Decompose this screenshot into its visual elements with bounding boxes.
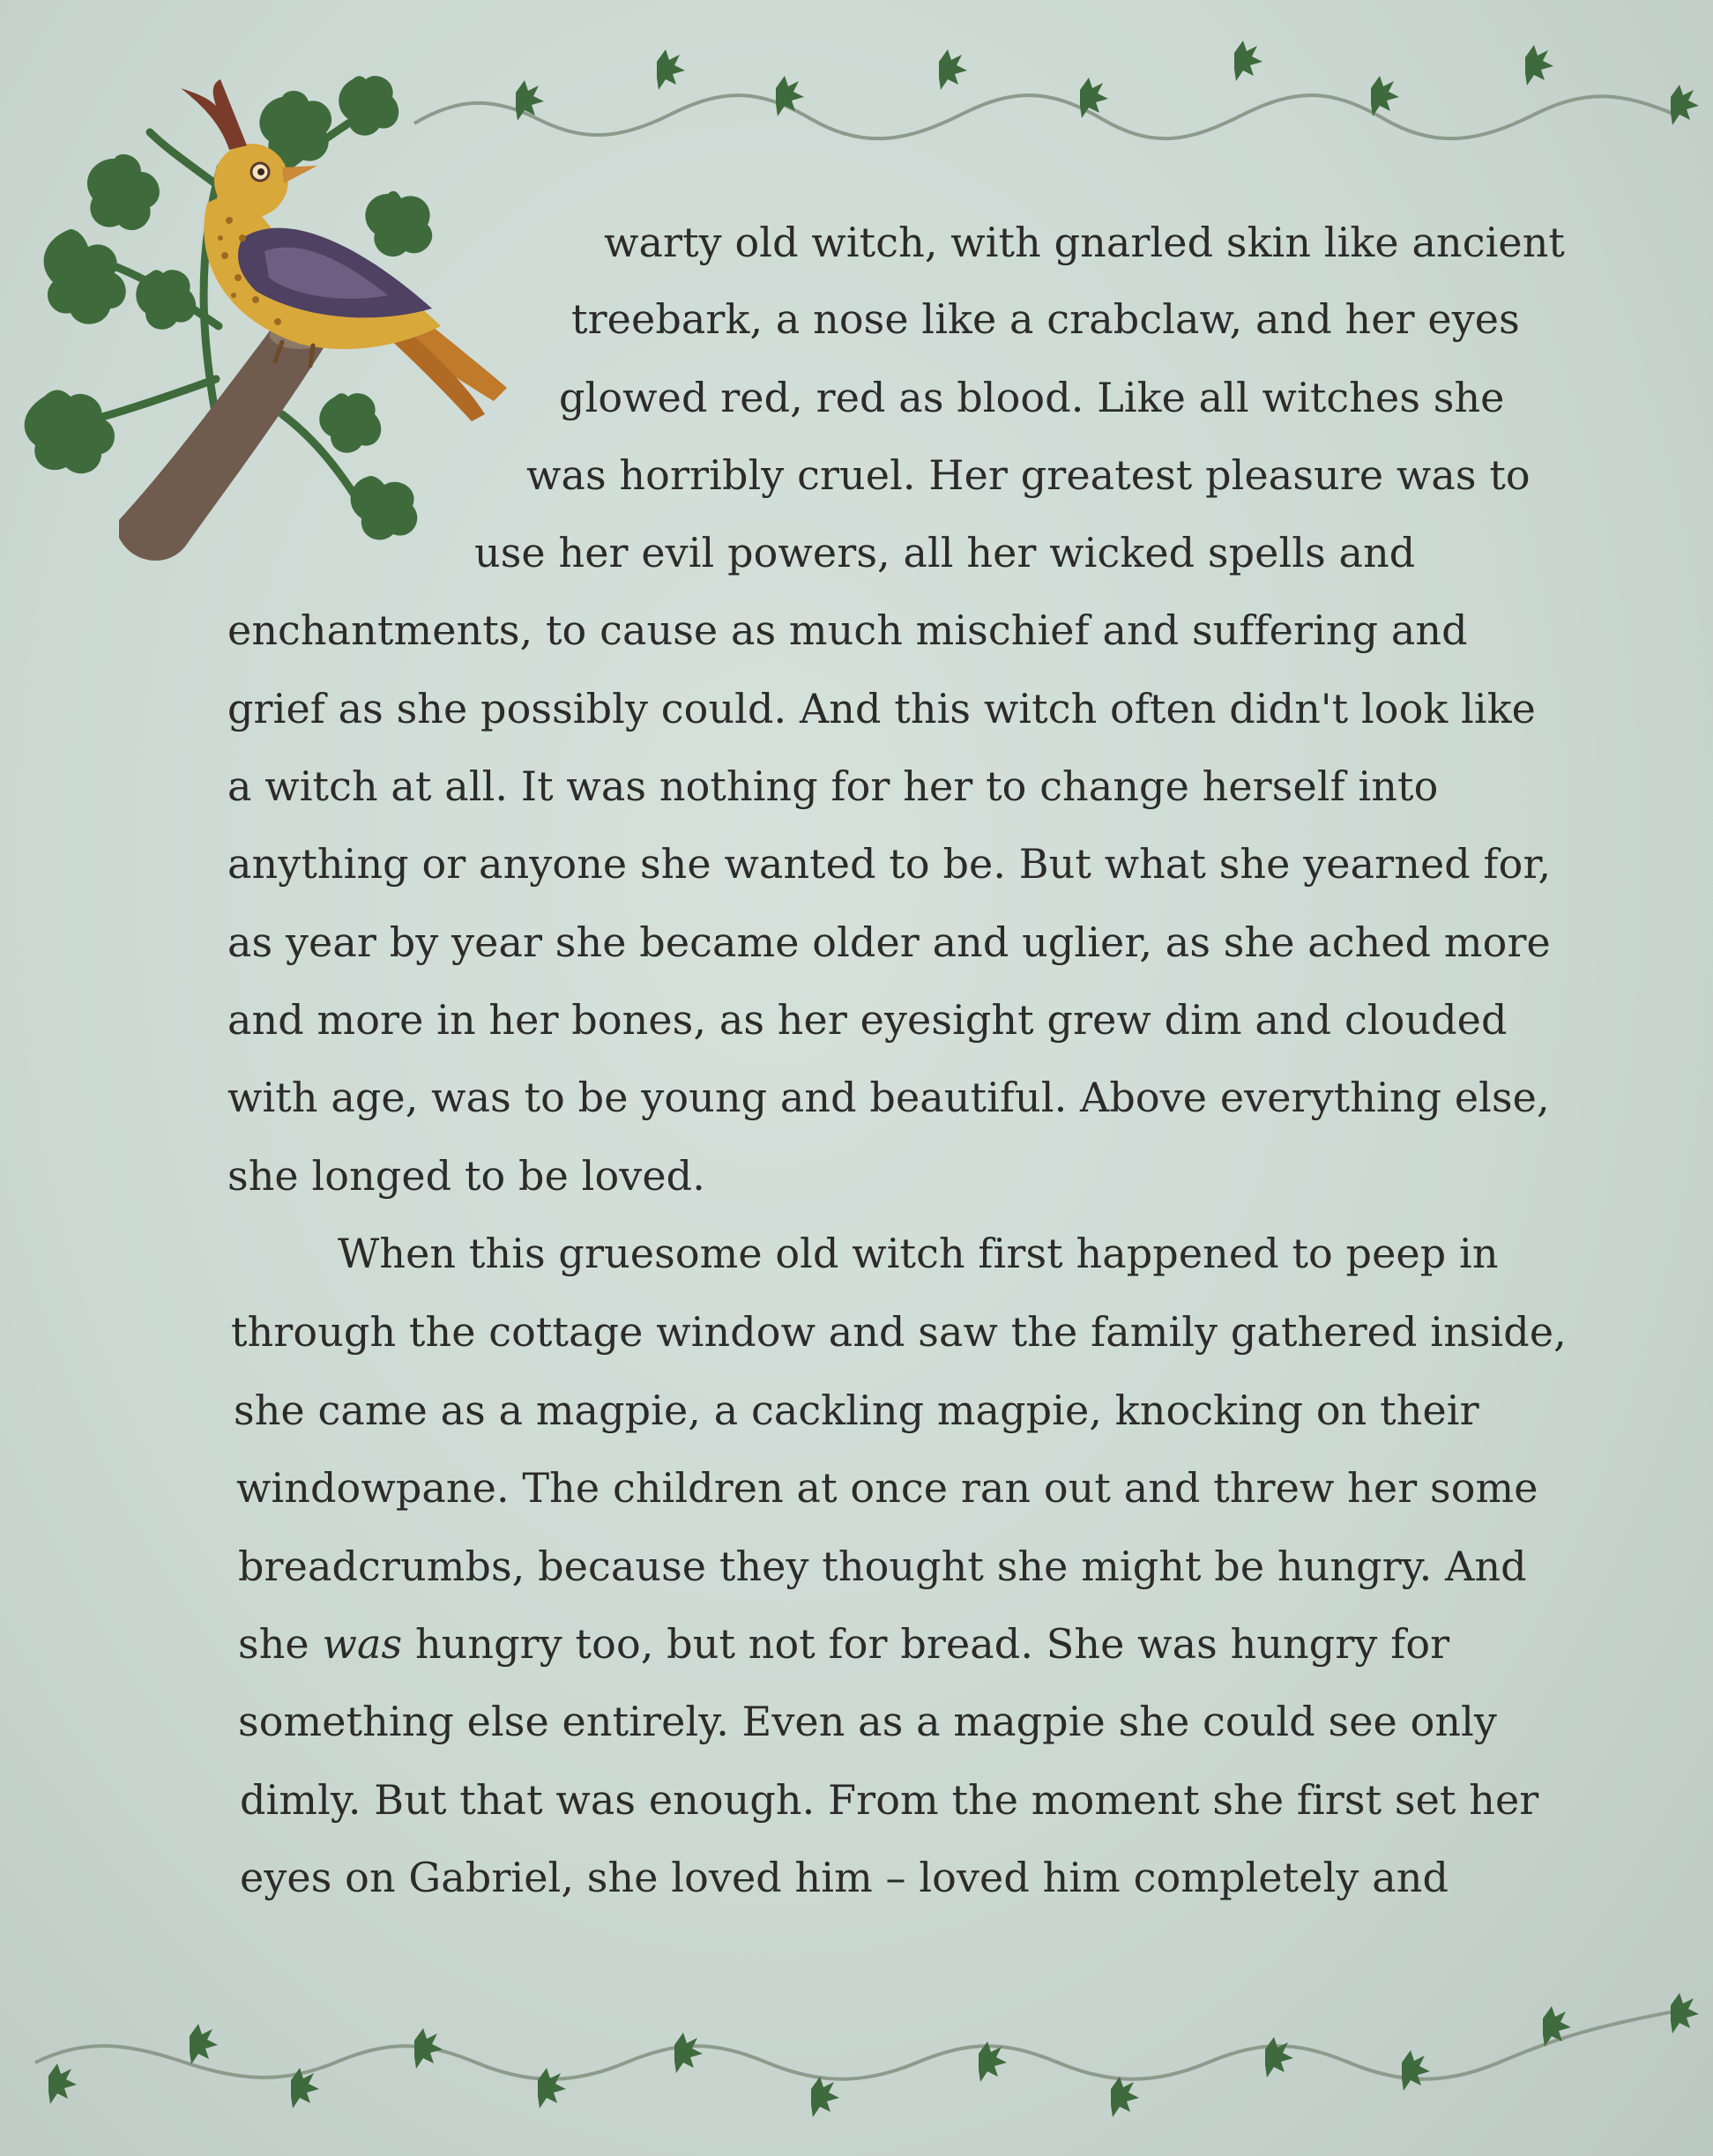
text-line-13: she longed to be loved. — [227, 1152, 705, 1200]
top-vine-stem — [414, 95, 1675, 138]
text-line-7: grief as she possibly could. And this witch often didn't look like — [227, 685, 1536, 732]
oak-leaf — [319, 393, 381, 453]
text-line-8: a witch at all. It was nothing for her to change herself into — [227, 762, 1439, 810]
oak-leaf — [87, 154, 160, 230]
vine-leaf — [1234, 41, 1262, 81]
vine-leaf — [1265, 2037, 1293, 2078]
text-line-14: When this gruesome old witch first happened to peep in — [338, 1230, 1499, 1277]
text-line-17: windowpane. The children at once ran out and threw her some — [236, 1464, 1538, 1512]
oak-leaf — [25, 390, 115, 474]
vine-leaf — [1525, 45, 1553, 85]
vine-leaf — [1671, 1993, 1699, 2033]
text-line-18: breadcrumbs, because they thought she might be hungry. And — [238, 1543, 1527, 1590]
text-line-20: something else entirely. Even as a magpie she could see only — [238, 1698, 1498, 1745]
vine-leaf — [1080, 78, 1108, 118]
text-line-3: glowed red, red as blood. Like all witches she — [559, 374, 1505, 421]
italic-was: was — [322, 1620, 403, 1668]
text-line-19 — [238, 1620, 1450, 1668]
vine-leaf — [414, 2028, 443, 2069]
text-line-12: with age, was to be young and beautiful. Above everything else, — [227, 1074, 1550, 1121]
bottom-vine-stem — [35, 2010, 1684, 2079]
bottom-vine-border — [0, 1992, 1713, 2133]
text-line-16: she came as a magpie, a cackling magpie, knocking on their — [234, 1387, 1479, 1434]
text-line-9: anything or anyone she wanted to be. But what she yearned for, — [227, 840, 1552, 888]
text-line-11: and more in her bones, as her eyesight grew dim and clouded — [227, 996, 1508, 1044]
bird-crest — [181, 79, 247, 150]
vine-leaf — [657, 49, 685, 90]
oak-leaf — [44, 229, 126, 324]
tree-branch — [119, 326, 326, 561]
text-line-10: as year by year she became older and uglier, as she ached more — [227, 918, 1551, 966]
vine-leaf — [811, 2077, 839, 2117]
text-line-19-prefix: she — [238, 1620, 323, 1668]
vine-leaf — [939, 49, 967, 90]
bird-beak — [282, 166, 317, 183]
text-line-21: dimly. But that was enough. From the moment she first set her — [240, 1776, 1539, 1824]
text-line-2: treebark, a nose like a crabclaw, and her eyes — [571, 295, 1520, 343]
text-line-22: eyes on Gabriel, she loved him – loved him completely and — [240, 1854, 1449, 1901]
bird-head — [214, 144, 288, 218]
vine-leaf — [776, 76, 804, 116]
oak-leaf — [136, 270, 196, 330]
vine-leaf — [1671, 85, 1699, 125]
vine-leaf — [674, 2033, 703, 2073]
text-line-19-rest: hungry too, but not for bread. She was hungry for — [414, 1620, 1450, 1668]
vine-leaf — [190, 2024, 218, 2064]
text-line-19-space — [402, 1620, 415, 1668]
vine-leaf — [1371, 76, 1399, 116]
vine-leaf — [1402, 2050, 1430, 2091]
text-line-6: enchantments, to cause as much mischief and suffering and — [227, 606, 1468, 654]
oak-leaf — [351, 476, 418, 539]
bird-illustration — [18, 62, 511, 591]
vine-leaf — [538, 2068, 566, 2108]
vine-leaf — [48, 2063, 77, 2104]
oak-leaf — [365, 191, 432, 256]
text-line-5: use her evil powers, all her wicked spells and — [474, 529, 1416, 576]
text-line-1: warty old witch, with gnarled skin like ancient — [604, 219, 1566, 266]
vine-leaf — [1111, 2077, 1139, 2117]
text-line-4: was horribly cruel. Her greatest pleasure was to — [526, 451, 1531, 499]
text-line-15: through the cottage window and saw the family gathered inside, — [231, 1308, 1567, 1356]
